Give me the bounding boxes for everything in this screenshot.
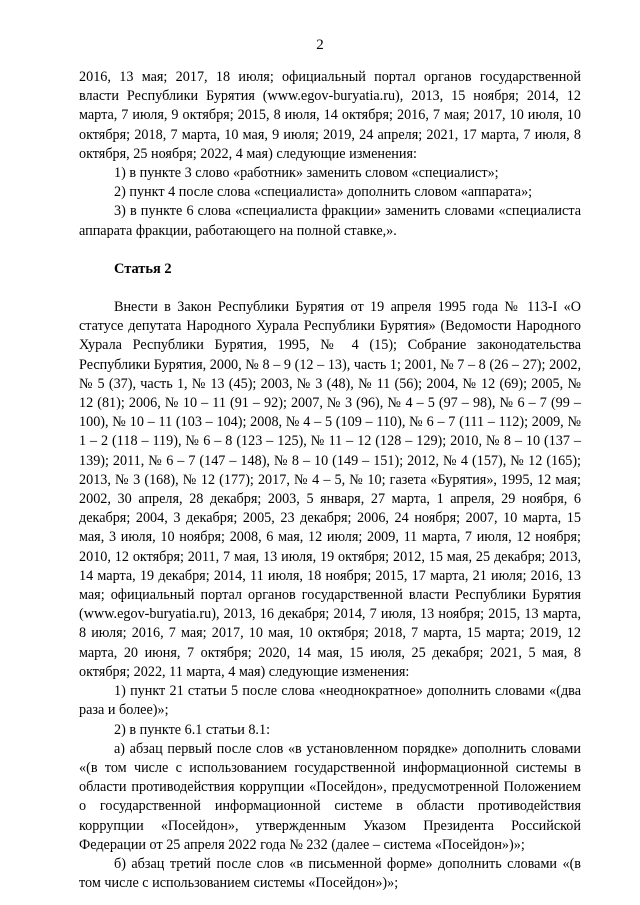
paragraph-subitem-a: а) абзац первый после слов «в установленном порядке» дополнить словами «(в том числе с использованием государственной информационной системы в области противодействия коррупции «Посейдон», предусмотренной Положением о государственной информационной системе в области противодействия коррупции «Посейдон», утвержденным Указом Президента Российской Федерации от 25 апреля 2022 года № 232 (далее – система «Посейдон»)»;	[79, 740, 581, 853]
paragraph-amendment-2: 2) в пункте 6.1 статьи 8.1:	[114, 721, 271, 738]
paragraph-continuation: 2016, 13 мая; 2017, 18 июля; официальный портал органов государственной власти Республики Бурятия (www.egov-buryatia.ru), 2013, 15 ноября; 2014, 12 марта, 7 июля, 9 октября; 2015, 8 июля, 14 октября; 2016, 7 мая; 2017, 10 июля, 10 октября; 2018, 7 марта, 10 мая, 9 июля; 2019, 24 апреля; 2021, 17 марта, 7 июля, 8 октября, 25 ноября; 2022, 4 мая) следующие изменения:	[79, 69, 581, 162]
paragraph-item-2: 2) пункт 4 после слова «специалиста» дополнить словом «аппарата»;	[114, 184, 533, 201]
document-body	[79, 68, 581, 893]
paragraph-amendment-1: 1) пункт 21 статьи 5 после слова «неоднократное» дополнить словами «(два раза и более)»;	[79, 683, 581, 719]
page-number: 2	[316, 37, 324, 53]
paragraph-article-intro: Внести в Закон Республики Бурятия от 19 апреля 1995 года № 113-I «О статусе депутата Народного Хурала Республики Бурятия» (Ведомости Народного Хурала Республики Бурятия, 1995, № 4 (15); Собрание законодательства Республики Бурятия, 2000, № 8 – 9 (12 – 13), часть 1; 2001, № 7 – 8 (26 – 27); 2002, № 5 (37), часть 1, № 13 (45); 2003, № 3 (48), № 11 (56); 2004, № 12 (69); 2005, № 12 (81); 2006, № 10 – 11 (91 – 92); 2007, № 3 (96), № 4 – 5 (97 – 98), № 6 – 7 (99 – 100), № 10 – 11 (103 – 104); 2008, № 4 – 5 (109 – 110), № 6 – 7 (111 – 112); 2009, № 1 – 2 (118 – 119), № 6 – 8 (123 – 125), № 11 – 12 (128 – 129); 2010, № 8 – 10 (137 – 139); 2011, № 6 – 7 (147 – 148), № 8 – 10 (149 – 151); 2012, № 4 (157), № 12 (165); 2013, № 3 (168), № 12 (177); 2017, № 4 – 5, № 10; газета «Бурятия», 1995, 12 мая; 2002, 30 апреля, 28 декабря; 2003, 5 января, 27 марта, 1 апреля, 29 ноября, 6 декабря; 2004, 3 декабря; 2005, 23 декабря; 2006, 24 ноября; 2007, 10 марта, 15 мая, 3 июля, 10 ноября; 2008, 6 мая, 12 июля; 2009, 11 марта, 7 июля, 12 ноября; 2010, 12 октября; 2011, 7 мая, 13 июля, 19 октября; 2012, 15 мая, 25 декабря; 2013, 14 марта, 19 декабря; 2014, 11 июля, 18 ноября; 2015, 17 марта, 21 июля; 2016, 13 мая; официальный портал органов государственной власти Республики Бурятия (www.egov-buryatia.ru), 2013, 16 декабря; 2014, 7 июля, 13 ноября; 2015, 13 марта, 8 июля; 2016, 7 мая; 2017, 10 мая, 10 октября; 2018, 7 марта, 15 марта; 2019, 12 марта, 20 июня, 7 октября; 2020, 14 мая, 15 июля, 25 декабря; 2021, 5 мая, 8 октября; 2022, 11 марта, 4 мая) следующие изменения:	[79, 299, 581, 680]
paragraph-item-3: 3) в пункте 6 слова «специалиста фракции» заменить словами «специалиста аппарата фракции, работающего на полной ставке,».	[79, 203, 581, 239]
paragraph-item-1: 1) в пункте 3 слово «работник» заменить словом «специалист»;	[114, 165, 499, 182]
paragraph-subitem-b: б) абзац третий после слов «в письменной форме» дополнить словами «(в том числе с использованием системы «Посейдон»)»;	[79, 855, 581, 892]
article-heading: Статья 2	[114, 260, 172, 277]
